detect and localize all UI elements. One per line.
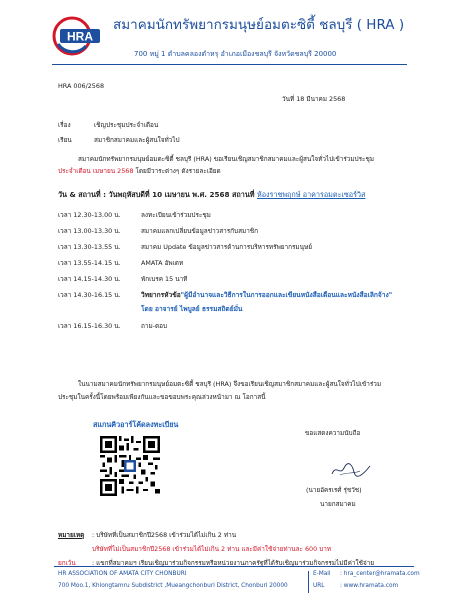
schedule-activity: สมาคมแลกเปลี่ยนข้อมูลข่าวสารกับสมาชิก (141, 227, 259, 235)
schedule-time: เวลา 13.30-13.55 น. (58, 243, 121, 251)
schedule-time: เวลา 14.30-16.15 น. (58, 291, 121, 299)
meeting-month-highlight: ประจำเดือน เมษายน 2568 (58, 167, 134, 175)
recipient-label: เรียน (58, 136, 72, 144)
signer-title: นายกสมาคม (320, 500, 356, 508)
org-name: สมาคมนักทรัพยากรมนุษย์อมตะซิตี้ ชลบุรี ( HRA ) (113, 17, 405, 33)
document-date: วันที่ 18 มีนาคม 2568 (282, 95, 346, 103)
schedule-time: เวลา 13.00-13.30 น. (58, 227, 121, 235)
venue-place-link[interactable]: ห้องราชพฤกษ์ อาคารอมตะเซอร์วิส (256, 190, 366, 199)
header-divider (52, 64, 407, 65)
recipient-text: สมาชิกสมาคมและผู้สนใจทั่วไป (94, 136, 180, 144)
schedule-activity: พักเบรค 15 นาที (141, 275, 188, 283)
hra-logo (52, 16, 104, 56)
speaker-topic-title: "ผู้มีอำนาจและวิธีการในการออกและเขียนหนังสือเตือนและหนังสือเลิกจ้าง" (180, 291, 393, 299)
schedule-activity: ลงทะเบียนเข้าร่วมประชุม (141, 211, 211, 219)
closing-paragraph-line2: ประชุมในครั้งนี้โดยพร้อมเพียงกันและขอขอบพระคุณล่วงหน้ามา ณ โอกาสนี้ (58, 393, 266, 401)
signature-image (330, 462, 372, 478)
closing-regards: ขอแสดงความนับถือ (305, 429, 361, 437)
schedule-activity: ถาม-ตอบ (141, 322, 168, 330)
document-ref: HRA 006/2568 (58, 82, 105, 90)
remarks-line2: บริษัทที่ไม่เป็นสมาชิกปี2568 เข้าร่วมได้ไม่เกิน 2 ท่าน และมีค่าใช้จ่ายท่านละ 600 บาท (92, 545, 332, 553)
venue-date: วันพฤหัสบดีที่ 10 เมษายน พ.ศ. 2568 (106, 190, 230, 199)
footer-email-label: E-Mail (313, 571, 331, 577)
exception-label: ยกเว้น (58, 559, 76, 567)
footer-address: 700 Moo.1, Khlongtamru Subdistrict ,Mueangchonburi District, Chonburi 20000 (58, 583, 288, 589)
signer-name: (นายอัครเรศ์ รุ่ชวัช) (306, 486, 362, 494)
svg-text:HRA: HRA (67, 29, 93, 44)
registration-qr-code[interactable] (100, 436, 160, 496)
schedule-time: เวลา 13.55-14.15 น. (58, 259, 121, 267)
footer-divider (54, 566, 414, 567)
venue-place-label: สถานที่ (229, 190, 257, 199)
intro-paragraph-line1: สมาคมนักทรัพยากรมนุษย์อมตะซิตี้ ชลบุรี (HRA) ขอเรียนเชิญสมาชิกสมาคมและผู้สนใจทั่วไปเข้าร่วมประชุม (78, 155, 375, 163)
remarks-line1: : บริษัทที่เป็นสมาชิกปี2568 เข้าร่วมได้ไม่เกิน 2 ท่าน (92, 531, 237, 539)
footer-vertical-divider (308, 571, 309, 593)
intro-paragraph-rest: โดยมีวาระต่างๆ ดังรายละเอียด (133, 167, 221, 175)
org-address: 700 หมู่ 1 ตำบลคลองตำหรุ อำเภอเมืองชลบุรี จังหวัดชลบุรี 20000 (134, 50, 337, 58)
schedule-activity-speaker-topic (141, 292, 392, 299)
qr-scan-label: สแกนคิวอาร์โค้ดลงทะเบียน (93, 420, 179, 429)
venue-line (58, 190, 365, 201)
schedule-time: เวลา 16.15-16.30 น. (58, 322, 121, 330)
venue-label: วัน & สถานที่ : (58, 190, 107, 199)
schedule-activity: สมาคม Update ข้อมูลข่าวสารด้านการบริหารทรัพยากรมนุษย์ (141, 243, 312, 251)
subject-text: เชิญประชุมประจำเดือน (94, 121, 159, 129)
remarks-label: หมายเหตุ (58, 531, 85, 539)
exception-text: : แขกที่สมาคมฯ เรียนเชิญมาร่วมกิจกรรมหรือหน่วยงานภาครัฐที่ได้รับเชิญมาร่วมกิจกรรมไม่มีค่าใช้จ่าย (92, 559, 375, 567)
footer-org: HR ASSOCIATION OF AMATA CITY CHONBURI (58, 571, 187, 577)
schedule-time: เวลา 12.30-13.00 น. (58, 211, 121, 219)
closing-paragraph-line1: ในนามสมาคมนักทรัพยากรมนุษย์อมตะซิตี้ ชลบุรี (HRA) จึงขอเรียนเชิญสมาชิกสมาคมและผู้สนใจทั่วไปเข้าร่วม (78, 380, 382, 388)
intro-paragraph-line2 (58, 168, 221, 174)
speaker-name: โดย อาจารย์ ไพบูลย์ ธรรมสถิตย์มั่น (141, 305, 243, 313)
footer-email-link[interactable]: : hra_center@hramata.com (340, 571, 420, 577)
schedule-activity: AMATA อัพเดท (141, 259, 184, 267)
footer-url-label: URL (313, 583, 325, 589)
speaker-topic-label: วิทยากรหัวข้อ (141, 291, 181, 299)
subject-label: เรื่อง (58, 121, 71, 129)
schedule-time: เวลา 14.15-14.30 น. (58, 275, 121, 283)
footer-url-link[interactable]: : www.hramata.com (340, 583, 399, 589)
